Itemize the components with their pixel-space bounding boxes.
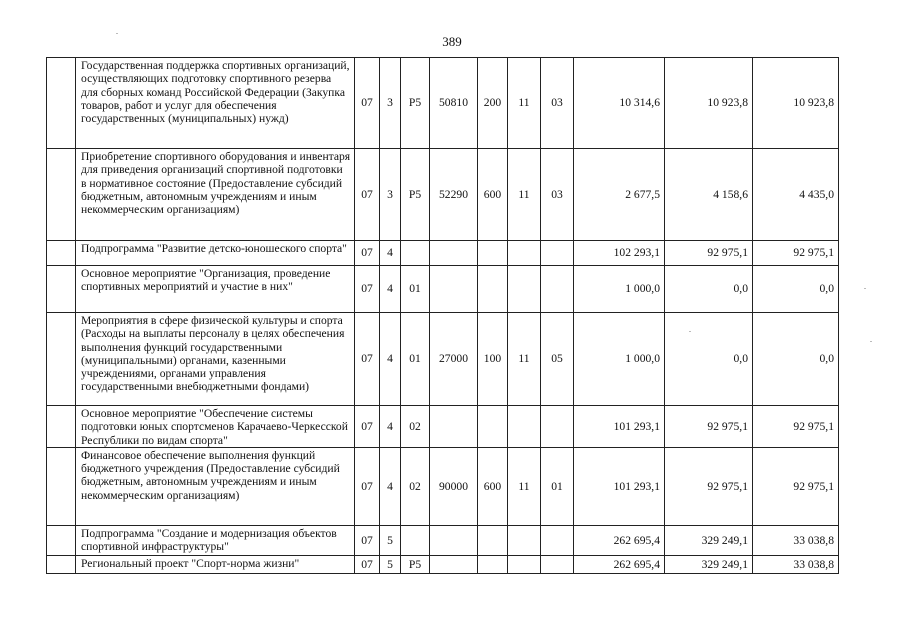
cell-amount-3: 0,0	[753, 313, 839, 406]
cell-event: 01	[401, 266, 430, 313]
cell-subsection-code	[541, 406, 574, 448]
cell-section-code	[508, 266, 541, 313]
cell-blank	[47, 58, 76, 149]
cell-amount-3: 92 975,1	[753, 406, 839, 448]
cell-name: Приобретение спортивного оборудования и инвентаря для приведения организаций спортивной подготовки в нормативное состояние (Предоставление субсидий бюджетным, автономным учреждениям и иным некоммерческим организациям)	[76, 149, 355, 241]
cell-direction	[430, 555, 478, 573]
cell-blank	[47, 525, 76, 555]
cell-expense-type	[478, 555, 508, 573]
cell-amount-1: 10 314,6	[574, 58, 665, 149]
cell-subprogram: 5	[380, 525, 401, 555]
scan-speck	[689, 331, 691, 332]
cell-expense-type	[478, 525, 508, 555]
table-row	[47, 447, 839, 525]
cell-expense-type: 600	[478, 149, 508, 241]
scan-speck	[870, 341, 872, 342]
cell-subprogram: 4	[380, 447, 401, 525]
table-row	[47, 58, 839, 149]
cell-section-code	[508, 241, 541, 266]
cell-event	[401, 241, 430, 266]
cell-amount-3: 92 975,1	[753, 241, 839, 266]
cell-section-code	[508, 525, 541, 555]
cell-section-code: 11	[508, 313, 541, 406]
cell-amount-2: 10 923,8	[665, 58, 753, 149]
cell-direction: 52290	[430, 149, 478, 241]
cell-section: 07	[355, 58, 380, 149]
cell-amount-3: 33 038,8	[753, 555, 839, 573]
table-row	[47, 555, 839, 573]
cell-section: 07	[355, 406, 380, 448]
table-row	[47, 149, 839, 241]
cell-subprogram: 4	[380, 406, 401, 448]
cell-amount-3: 0,0	[753, 266, 839, 313]
cell-name: Региональный проект "Спорт-норма жизни"	[76, 555, 355, 573]
cell-amount-2: 329 249,1	[665, 525, 753, 555]
cell-event: P5	[401, 58, 430, 149]
cell-expense-type	[478, 406, 508, 448]
cell-amount-1: 102 293,1	[574, 241, 665, 266]
cell-amount-1: 1 000,0	[574, 313, 665, 406]
cell-section-code: 11	[508, 149, 541, 241]
cell-amount-1: 101 293,1	[574, 447, 665, 525]
cell-direction	[430, 406, 478, 448]
cell-amount-2: 0,0	[665, 266, 753, 313]
cell-direction	[430, 241, 478, 266]
cell-subsection-code	[541, 555, 574, 573]
cell-event: P5	[401, 149, 430, 241]
cell-subsection-code: 01	[541, 447, 574, 525]
cell-subsection-code: 03	[541, 149, 574, 241]
cell-expense-type	[478, 266, 508, 313]
cell-amount-2: 92 975,1	[665, 447, 753, 525]
cell-name: Государственная поддержка спортивных организаций, осуществляющих подготовку спортивного резерва для сборных команд Российской Федерации (Закупка товаров, работ и услуг для обеспечения государственных (муниципальных) нужд)	[76, 58, 355, 149]
cell-subprogram: 5	[380, 555, 401, 573]
cell-amount-1: 2 677,5	[574, 149, 665, 241]
cell-blank	[47, 313, 76, 406]
cell-amount-2: 92 975,1	[665, 406, 753, 448]
budget-table	[46, 57, 839, 574]
table-row	[47, 313, 839, 406]
cell-name: Подпрограмма "Создание и модернизация объектов спортивной инфраструктуры"	[76, 525, 355, 555]
scan-speck	[864, 288, 866, 289]
cell-subsection-code: 05	[541, 313, 574, 406]
cell-amount-2: 4 158,6	[665, 149, 753, 241]
cell-section-code	[508, 555, 541, 573]
table-row	[47, 241, 839, 266]
cell-direction	[430, 525, 478, 555]
cell-section: 07	[355, 149, 380, 241]
cell-amount-3: 4 435,0	[753, 149, 839, 241]
cell-subsection-code	[541, 241, 574, 266]
cell-subprogram: 3	[380, 58, 401, 149]
page-number: 389	[442, 34, 462, 49]
cell-amount-2: 92 975,1	[665, 241, 753, 266]
cell-blank	[47, 266, 76, 313]
cell-blank	[47, 555, 76, 573]
cell-section: 07	[355, 447, 380, 525]
cell-subprogram: 4	[380, 313, 401, 406]
cell-section: 07	[355, 313, 380, 406]
cell-section: 07	[355, 555, 380, 573]
cell-amount-2: 329 249,1	[665, 555, 753, 573]
cell-section-code	[508, 406, 541, 448]
cell-amount-2: 0,0	[665, 313, 753, 406]
cell-blank	[47, 149, 76, 241]
cell-amount-1: 262 695,4	[574, 555, 665, 573]
cell-section-code: 11	[508, 447, 541, 525]
cell-direction: 90000	[430, 447, 478, 525]
cell-expense-type: 200	[478, 58, 508, 149]
cell-event: 02	[401, 447, 430, 525]
cell-amount-3: 33 038,8	[753, 525, 839, 555]
cell-subsection-code: 03	[541, 58, 574, 149]
cell-event	[401, 525, 430, 555]
cell-expense-type	[478, 241, 508, 266]
cell-amount-3: 10 923,8	[753, 58, 839, 149]
scan-speck	[116, 33, 118, 34]
cell-section: 07	[355, 525, 380, 555]
cell-name: Основное мероприятие "Обеспечение системы подготовки юных спортсменов Карачаево-Черкесской Республики по видам спорта"	[76, 406, 355, 448]
cell-section: 07	[355, 241, 380, 266]
cell-blank	[47, 406, 76, 448]
table-row	[47, 525, 839, 555]
cell-name: Подпрограмма "Развитие детско-юношеского спорта"	[76, 241, 355, 266]
cell-subprogram: 4	[380, 266, 401, 313]
cell-expense-type: 600	[478, 447, 508, 525]
cell-direction	[430, 266, 478, 313]
cell-amount-3: 92 975,1	[753, 447, 839, 525]
cell-subsection-code	[541, 525, 574, 555]
cell-event: P5	[401, 555, 430, 573]
cell-expense-type: 100	[478, 313, 508, 406]
cell-subprogram: 4	[380, 241, 401, 266]
table-row	[47, 406, 839, 448]
cell-subprogram: 3	[380, 149, 401, 241]
cell-subsection-code	[541, 266, 574, 313]
cell-name: Финансовое обеспечение выполнения функций бюджетного учреждения (Предоставление субсидий бюджетным, автономным учреждениям и иным некоммерческим организациям)	[76, 447, 355, 525]
cell-amount-1: 101 293,1	[574, 406, 665, 448]
cell-amount-1: 1 000,0	[574, 266, 665, 313]
table-row	[47, 266, 839, 313]
cell-name: Основное мероприятие "Организация, проведение спортивных мероприятий и участие в них"	[76, 266, 355, 313]
cell-section-code: 11	[508, 58, 541, 149]
cell-blank	[47, 241, 76, 266]
cell-direction: 50810	[430, 58, 478, 149]
cell-direction: 27000	[430, 313, 478, 406]
cell-event: 01	[401, 313, 430, 406]
cell-event: 02	[401, 406, 430, 448]
cell-section: 07	[355, 266, 380, 313]
cell-amount-1: 262 695,4	[574, 525, 665, 555]
cell-blank	[47, 447, 76, 525]
cell-name: Мероприятия в сфере физической культуры и спорта (Расходы на выплаты персоналу в целях обеспечения выполнения функций государственными (муниципальными) органами, казенными учреждениями, органами управления государственными внебюджетными фондами)	[76, 313, 355, 406]
